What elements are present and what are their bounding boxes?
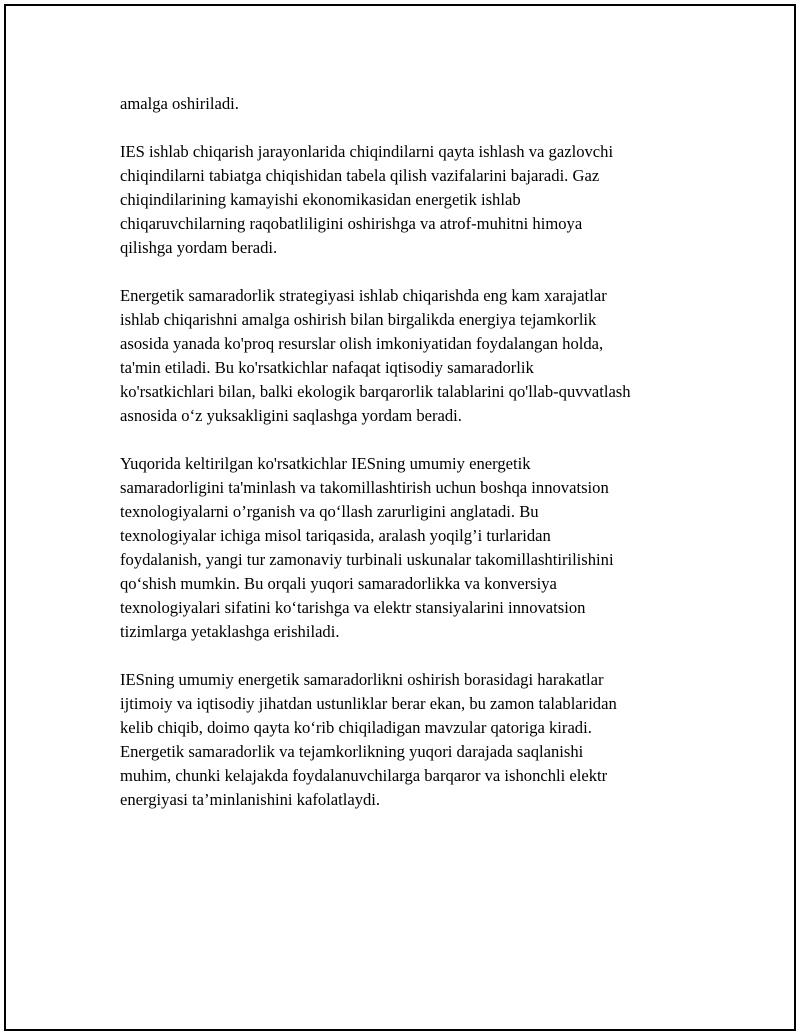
text-line: chiqindilarining kamayishi ekonomikasidan energetik ishlab — [120, 190, 521, 209]
text-line: qo‘shish mumkin. Bu orqali yuqori samaradorlikka va konversiya — [120, 574, 557, 593]
text-line: muhim, chunki kelajakda foydalanuvchilarga barqaror va ishonchli elektr — [120, 766, 608, 785]
text-line: ta'min etiladi. Bu ko'rsatkichlar nafaqat iqtisodiy samaradorlik — [120, 358, 534, 377]
text-line: ko'rsatkichlari bilan, balki ekologik barqarorlik talablarini qo'llab-quvvatlash — [120, 382, 631, 401]
text-line: foydalanish, yangi tur zamonaviy turbinali uskunalar takomillashtirilishini — [120, 550, 614, 569]
text-line: qilishga yordam beradi. — [120, 238, 278, 257]
text-line: samaradorligini ta'minlash va takomillashtirish uchun boshqa innovatsion — [120, 478, 609, 497]
text-line: Energetik samaradorlik va tejamkorlikning yuqori darajada saqlanishi — [120, 742, 584, 761]
paragraph-1 — [120, 92, 710, 116]
text-line: IESning umumiy energetik samaradorlikni oshirish borasidagi harakatlar — [120, 670, 604, 689]
text-line: energiyasi ta’minlanishini kafolatlaydi. — [120, 790, 381, 809]
paragraph-2 — [120, 140, 710, 260]
text-line: ishlab chiqarishni amalga oshirish bilan birgalikda energiya tejamkorlik — [120, 310, 597, 329]
text-line: Yuqorida keltirilgan ko'rsatkichlar IESning umumiy energetik — [120, 454, 531, 473]
document-body — [120, 92, 710, 836]
text-line: chiqindilarni tabiatga chiqishidan tabela qilish vazifalarini bajaradi. Gaz — [120, 166, 600, 185]
text-line: kelib chiqib, doimo qayta ko‘rib chiqiladigan mavzular qatoriga kiradi. — [120, 718, 592, 737]
paragraph-3 — [120, 284, 710, 428]
text-line: texnologiyalar ichiga misol tariqasida, aralash yoqilg’i turlaridan — [120, 526, 551, 545]
text-line: texnologiyalarni o’rganish va qo‘llash zarurligini anglatadi. Bu — [120, 502, 539, 521]
text-line: chiqaruvchilarning raqobatliligini oshirishga va atrof-muhitni himoya — [120, 214, 583, 233]
paragraph-4 — [120, 452, 710, 644]
paragraph-5 — [120, 668, 710, 812]
text-line: Energetik samaradorlik strategiyasi ishlab chiqarishda eng kam xarajatlar — [120, 286, 607, 305]
text-line: IES ishlab chiqarish jarayonlarida chiqindilarni qayta ishlash va gazlovchi — [120, 142, 614, 161]
text-line: asnosida o‘z yuksakligini saqlashga yordam beradi. — [120, 406, 462, 425]
page-frame — [4, 4, 796, 1031]
text-line: tizimlarga yetaklashga erishiladi. — [120, 622, 340, 641]
text-line: amalga oshiriladi. — [120, 94, 239, 113]
text-line: asosida yanada ko'proq resurslar olish imkoniyatidan foydalangan holda, — [120, 334, 604, 353]
text-line: texnologiyalari sifatini ko‘tarishga va elektr stansiyalarini innovatsion — [120, 598, 586, 617]
text-line: ijtimoiy va iqtisodiy jihatdan ustunliklar berar ekan, bu zamon talablaridan — [120, 694, 617, 713]
